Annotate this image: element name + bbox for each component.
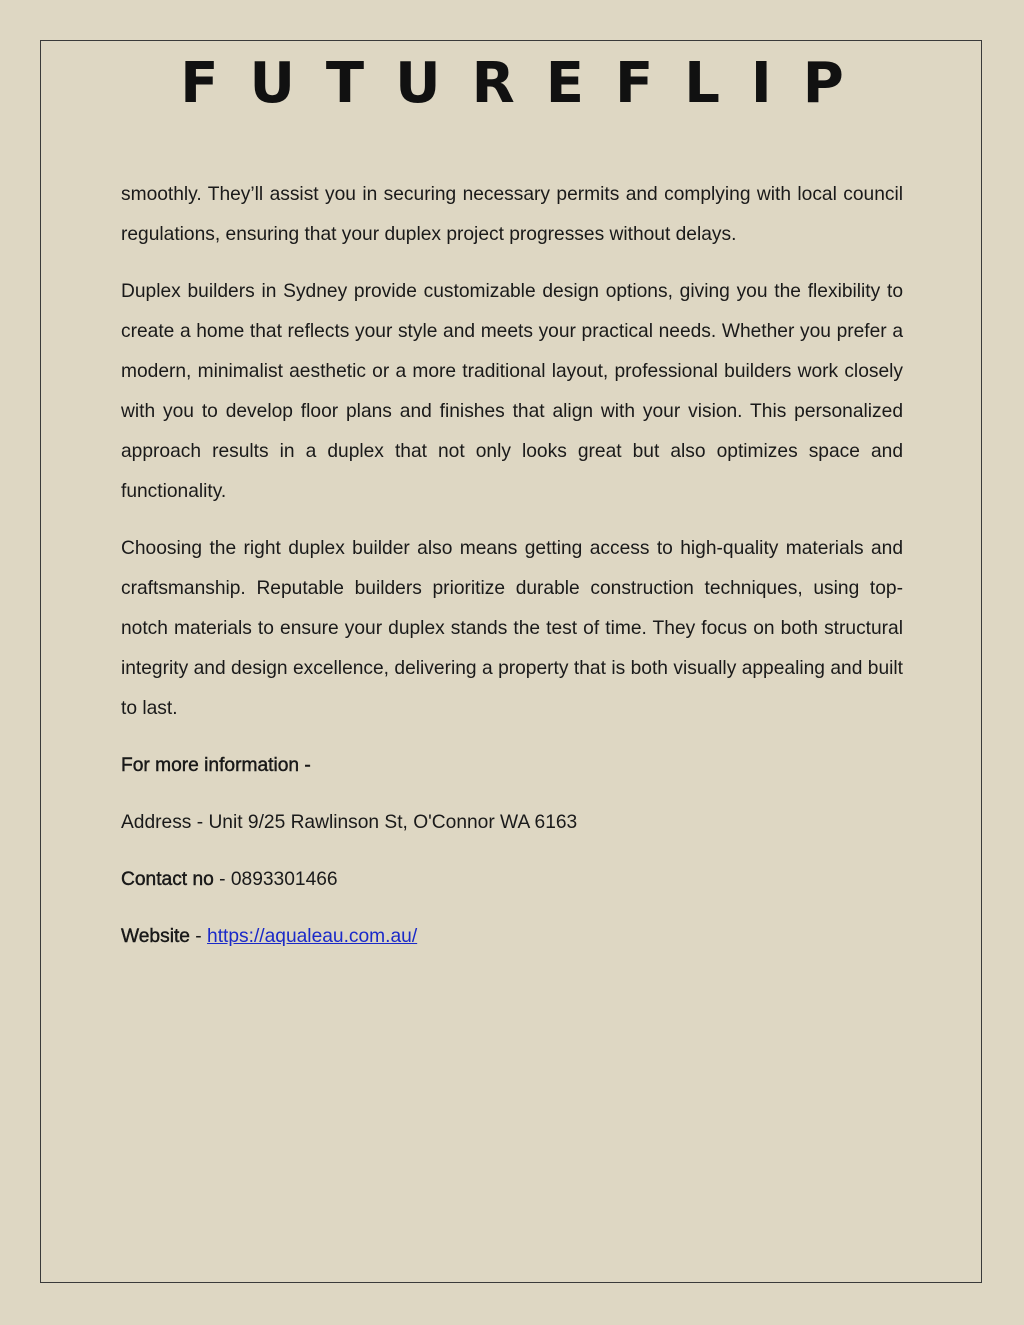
website-separator: - — [189, 926, 208, 947]
website-link[interactable]: https://aqualeau.com.au/ — [207, 926, 418, 947]
more-info-heading — [121, 746, 903, 786]
futureflip-logo: FUTUREFLIP — [180, 51, 875, 116]
contact-line — [121, 860, 903, 900]
address-line: Address - Unit 9/25 Rawlinson St, O'Connor WA 6163 — [121, 812, 578, 833]
more-info-label: For more information - — [121, 755, 311, 776]
paragraph-design-options: Duplex builders in Sydney provide customizable design options, giving you the flexibility to create a home that reflects your style and meets your practical needs. Whether you prefer a modern, minimalist aesthetic or a more traditional layout, professional builders work closely with you to develop floor plans and finishes that align with your vision. This personalized approach results in a duplex that not only looks great but also optimizes space and functionality. — [121, 281, 903, 502]
paragraph-materials: Choosing the right duplex builder also means getting access to high-quality materials and craftsmanship. Reputable builders prioritize durable construction techniques, using top-notch materials to ensure your duplex stands the test of time. They focus on both structural integrity and design excellence, delivering a property that is both visually appealing and built to last. — [121, 538, 903, 719]
document-body — [121, 175, 903, 974]
website-line — [121, 917, 903, 957]
contact-phone-number: 0893301466 — [230, 869, 338, 890]
paragraph-permits: smoothly. They’ll assist you in securing necessary permits and complying with local council regulations, ensuring that your duplex project progresses without delays. — [121, 184, 903, 245]
contact-separator: - — [213, 869, 231, 890]
contact-label: Contact no — [121, 869, 214, 890]
website-label: Website — [121, 926, 190, 947]
